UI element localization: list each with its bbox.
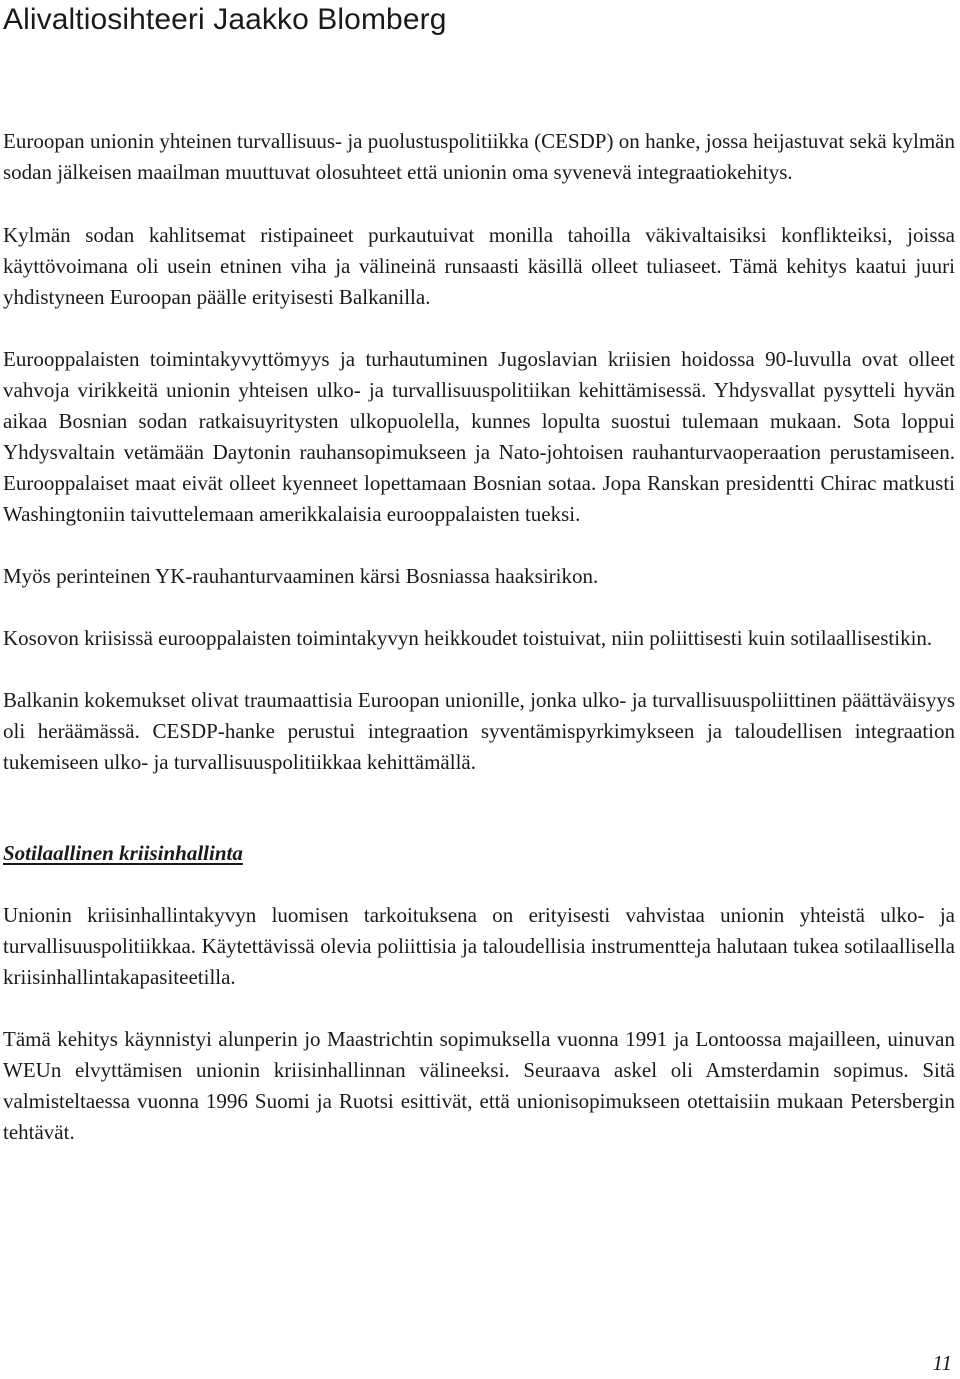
paragraph-kosovo: Kosovon kriisissä eurooppalaisten toimintakyvyn heikkoudet toistuivat, niin poliittisesti kuin sotilaallisestikin. [3,626,933,650]
paragraph-cold-war: Kylmän sodan kahlitsemat ristipaineet purkautuivat monilla tahoilla väkivaltaisiksi konflikteiksi, joissa käyttövoimana oli usein etninen viha ja välineinä runsaasti käsillä olleet tuliaseet. Tämä kehitys kaatui juuri yhdistyneen Euroopan päälle erityisesti Balkanilla. [3,223,955,309]
paragraph-yugoslavia: Eurooppalaisten toimintakyvyttömyys ja turhautuminen Jugoslavian kriisien hoidossa 90-luvulla ovat olleet vahvoja virikkeitä unionin yhteisen ulko- ja turvallisuuspolitiikan kehittämisessä. Yhdysvallat pysytteli hyvän aikaa Bosnian sodan ratkaisuyritysten ulkopuolella, kunnes lopulta suostui tulemaan mukaan. Sota loppui Yhdysvaltain vetämään Daytonin rauhansopimukseen ja Nato-johtoisen rauhanturvaoperaation perustamiseen. Eurooppalaiset maat eivät olleet kyenneet lopettamaan Bosnian sotaa. Jopa Ranskan presidentti Chirac matkusti Washingtoniin taivuttelemaan amerikkalaisia eurooppalaisten tueksi. [3,347,955,526]
paragraph-intro: Euroopan unionin yhteinen turvallisuus- ja puolustuspolitiikka (CESDP) on hanke, jossa heijastuvat sekä kylmän sodan jälkeisen maailman muuttuvat olosuhteet että unionin oma syvenevä integraatiokehitys. [3,129,955,184]
paragraph-maastricht: Tämä kehitys käynnistyi alunperin jo Maastrichtin sopimuksella vuonna 1991 ja Lontoossa majailleen, uinuvan WEUn elvyttämisen unionin kriisinhallinnan välineeksi. Seuraava askel oli Amsterdamin sopimus. Sitä valmisteltaessa vuonna 1996 Suomi ja Ruotsi esittivät, että unionisopimukseen otettaisiin mukaan Petersbergin tehtävät. [3,1027,955,1144]
paragraph-balkan-experiences: Balkanin kokemukset olivat traumaattisia Euroopan unionille, jonka ulko- ja turvallisuuspoliittinen päättäväisyys oli heräämässä. CESDP-hanke perustui integraation syventämispyrkimykseen ja taloudellisen integraation tukemiseen ulko- ja turvallisuuspolitiikkaa kehittämällä. [3,688,955,774]
paragraph-un-peacekeeping: Myös perinteinen YK-rauhanturvaaminen kärsi Bosniassa haaksirikon. [3,564,599,588]
page-title: Alivaltiosihteeri Jaakko Blomberg [3,3,447,36]
document-page [3,0,955,1148]
page-number: 11 [932,1351,952,1375]
paragraph-crisis-management: Unionin kriisinhallintakyvyn luomisen tarkoituksena on erityisesti vahvistaa unionin yhteistä ulko- ja turvallisuuspolitiikkaa. Käytettävissä olevia poliittisia ja taloudellisia instrumentteja halutaan tukea sotilaallisella kriisinhallintakapasiteetilla. [3,903,955,989]
section-heading: Sotilaallinen kriisinhallinta [3,841,243,865]
